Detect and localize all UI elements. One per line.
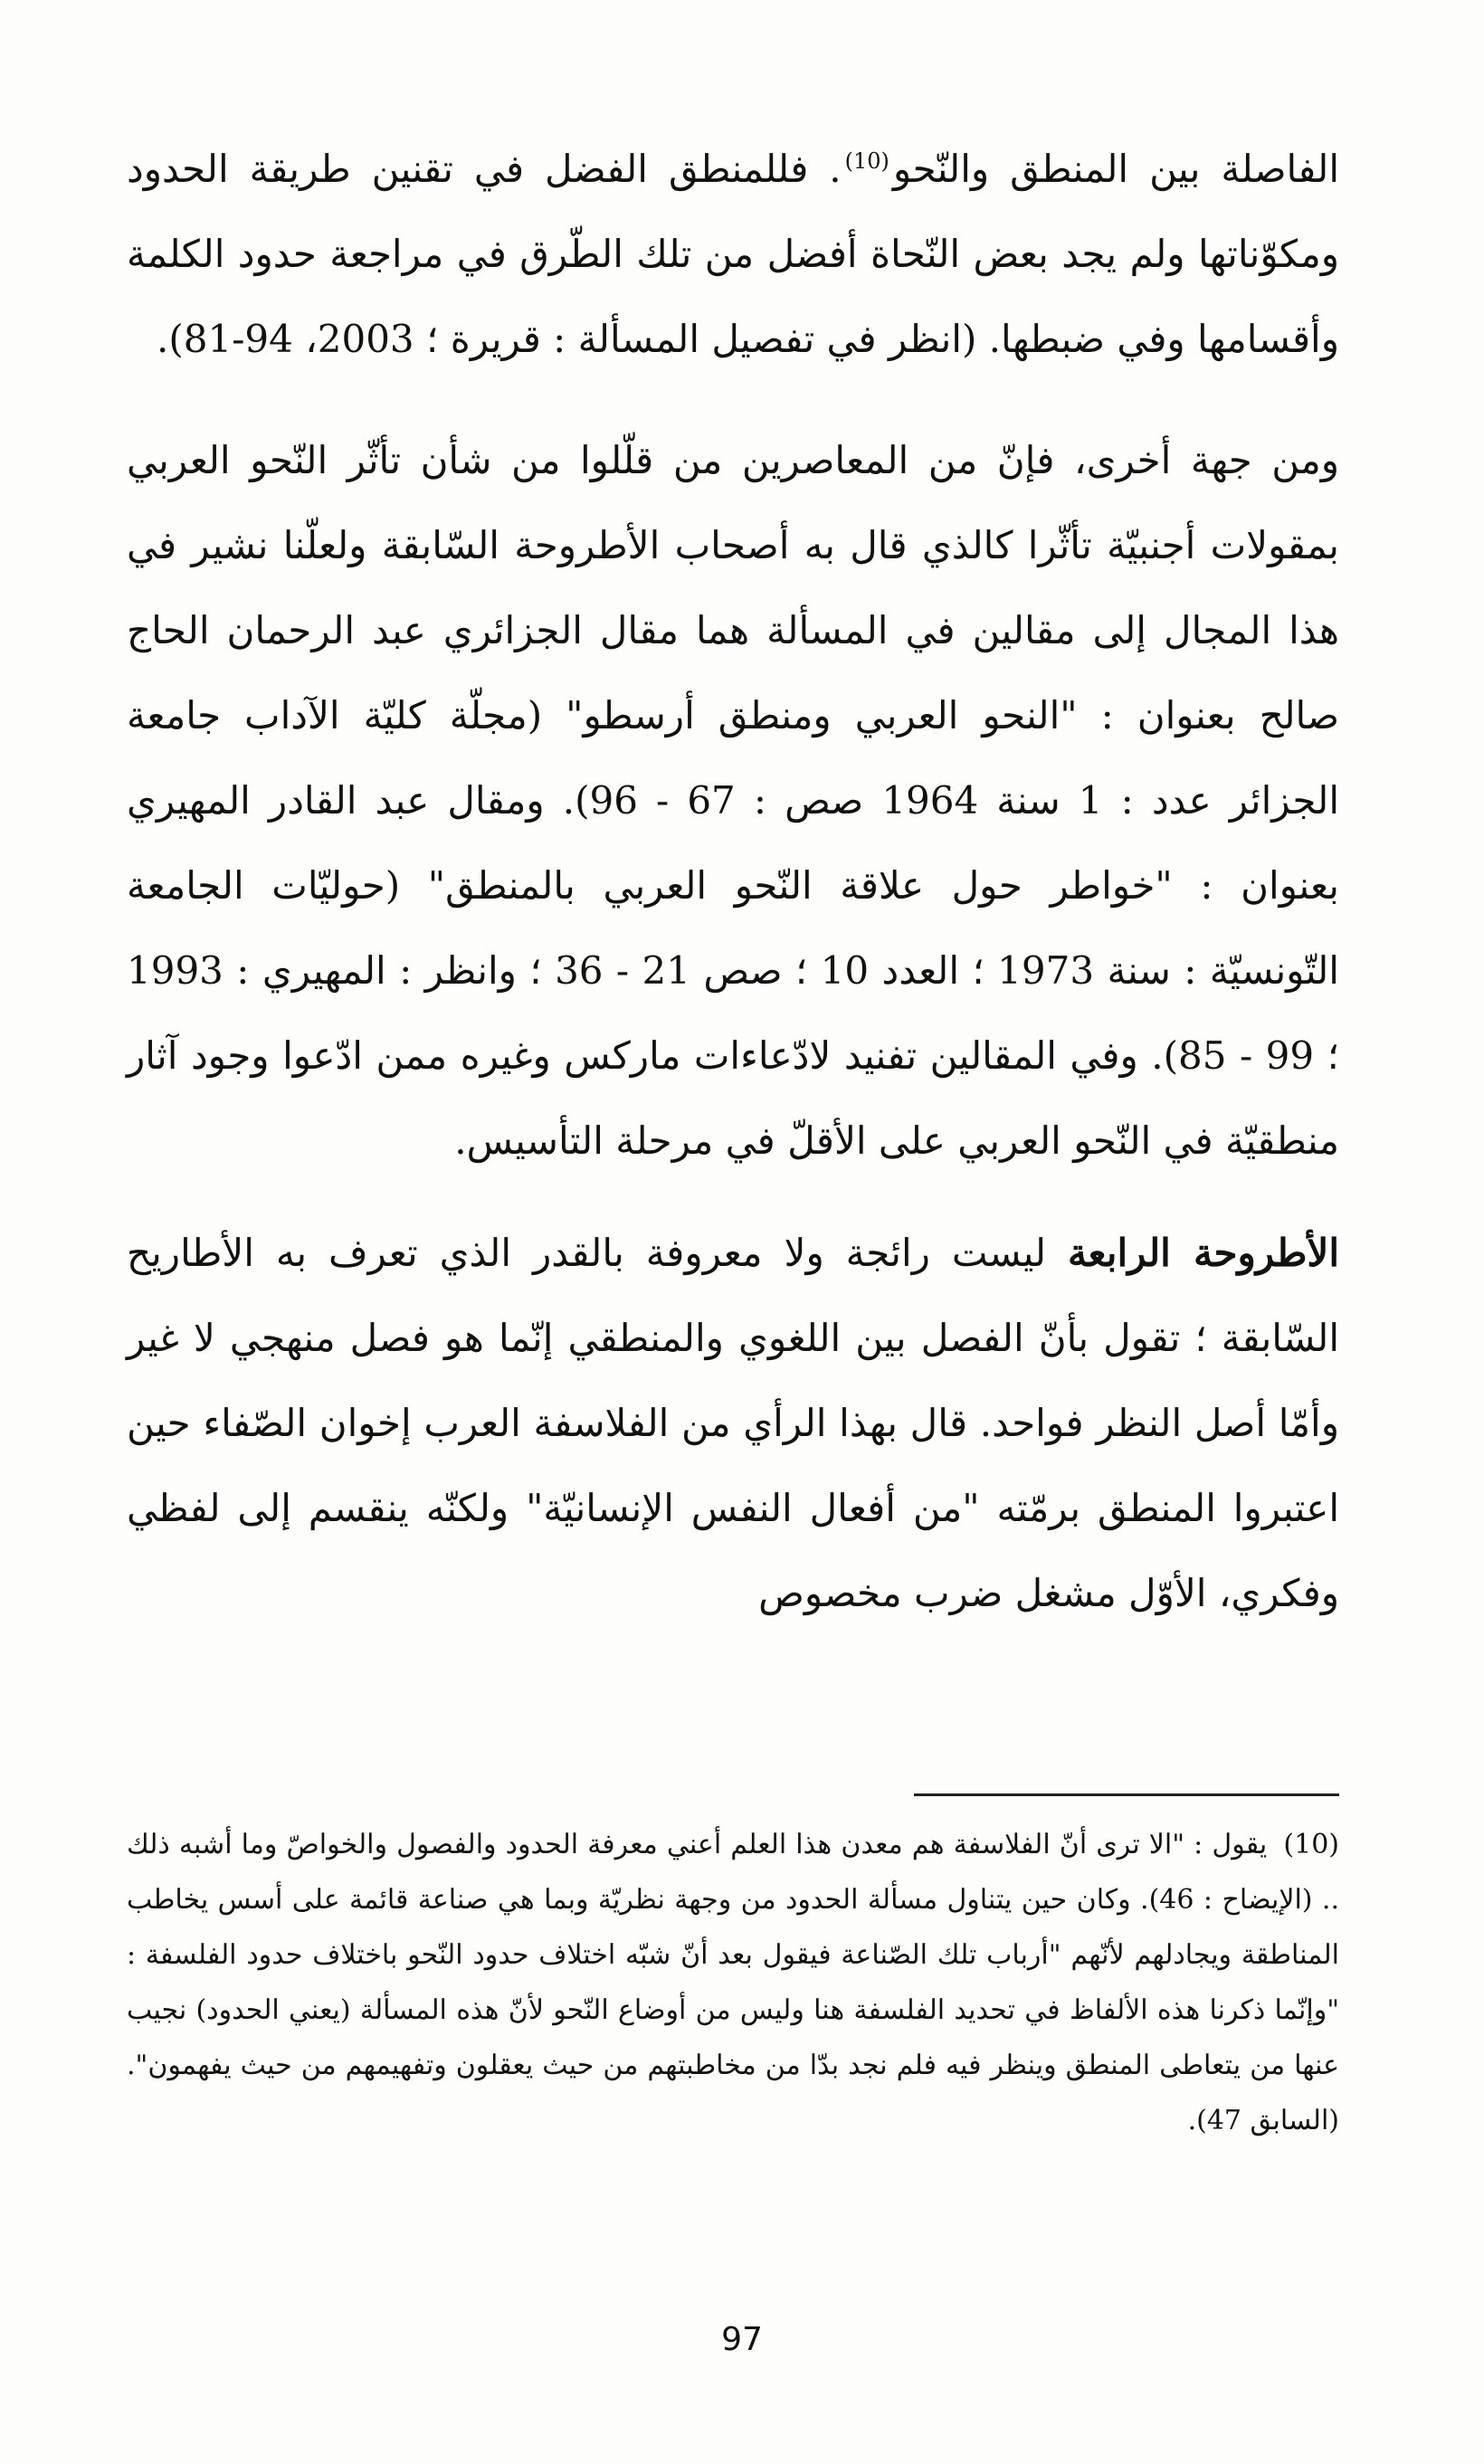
main-text (127, 127, 1339, 1636)
page-number: 97 (721, 2321, 763, 2358)
paragraph-1 (127, 127, 1339, 382)
paragraph-3 (127, 1211, 1339, 1636)
footnote-number: (10) (1283, 1829, 1339, 1860)
paragraph-3-text: ليست رائجة ولا معروفة بالقدر الذي تعرف به الأطاريح السّابقة ؛ تقول بأنّ الفصل بين اللغوي والمنطقي إنّما هو فصل منهجي لا غير وأمّا أصل النظر فواحد. قال بهذا الرأي من الفلاسفة العرب إخوان الصّفاء حين اعتبروا المنطق برمّته "من أفعال النفس الإنسانيّة" ولكنّه ينقسم إلى لفظي وفكري، الأوّل مشغل ضرب مخصوص (127, 1231, 1339, 1615)
paragraph-1-start: الفاصلة بين المنطق والنّحو (892, 147, 1339, 191)
paragraph-2: ومن جهة أخرى، فإنّ من المعاصرين من قلّلوا من شأن تأثّر النّحو العربي بمقولات أجنبيّة تأثّرا كالذي قال به أصحاب الأطروحة السّابقة ولعلّنا نشير في هذا المجال إلى مقالين في المسألة هما مقال الجزائري عبد الرحمان الحاج صالح بعنوان : "النحو العربي ومنطق أرسطو" (مجلّة كليّة الآداب جامعة الجزائر عدد : 1 سنة 1964 صص : 67 - 96). ومقال عبد القادر المهيري بعنوان : "خواطر حول علاقة النّحو العربي بالمنطق" (حوليّات الجامعة التّونسيّة : سنة 1973 ؛ العدد 10 ؛ صص 21 - 36 ؛ وانظر : المهيري : 1993 ؛ 99 - 85). وفي المقالين تفنيد لادّعاءات ماركس وغيره ممن ادّعوا وجود آثار منطقيّة في النّحو العربي على الأقلّ في مرحلة التأسيس. (127, 438, 1339, 1163)
footnote-reference: (10) (844, 148, 889, 174)
paragraph-3-heading: الأطروحة الرابعة (1068, 1231, 1339, 1275)
footnote-text: يقول : "الا ترى أنّ الفلاسفة هم معدن هذا العلم أعني معرفة الحدود والفصول والخواصّ وما أشبه ذلك .. (الإيضاح : 46). وكان حين يتناول مسألة الحدود من وجهة نظريّة وبما هي صناعة قائمة على أسس يخاطب المناطقة ويجادلهم لأنّهم "أرباب تلك الصّناعة فيقول بعد أنّ شبّه اختلاف حدود النّحو باختلاف حدود الفلسفة : "وإنّما ذكرنا هذه الألفاظ في تحديد الفلسفة هنا وليس من أوضاع النّحو لأنّ هذه المسألة (يعني الحدود) نجيب عنها من يتعاطى المنطق وينظر فيه فلم نجد بدّا من مخاطبتهم من حيث يعقلون وتفهيمهم من حيث يفهمون". (السابق 47). (127, 1829, 1339, 2136)
paragraph-1-end: . فللمنطق الفضل في تقنين طريقة الحدود ومكوّناتها ولم يجد بعض النّحاة أفضل من تلك الطّرق في مراجعة حدود الكلمة وأقسامها وفي ضبطها. (انظر في تفصيل المسألة : قريرة ؛ 2003، 94-81). (127, 147, 1339, 361)
footnote-10 (127, 1817, 1339, 2148)
footnote-divider (914, 1793, 1339, 1796)
